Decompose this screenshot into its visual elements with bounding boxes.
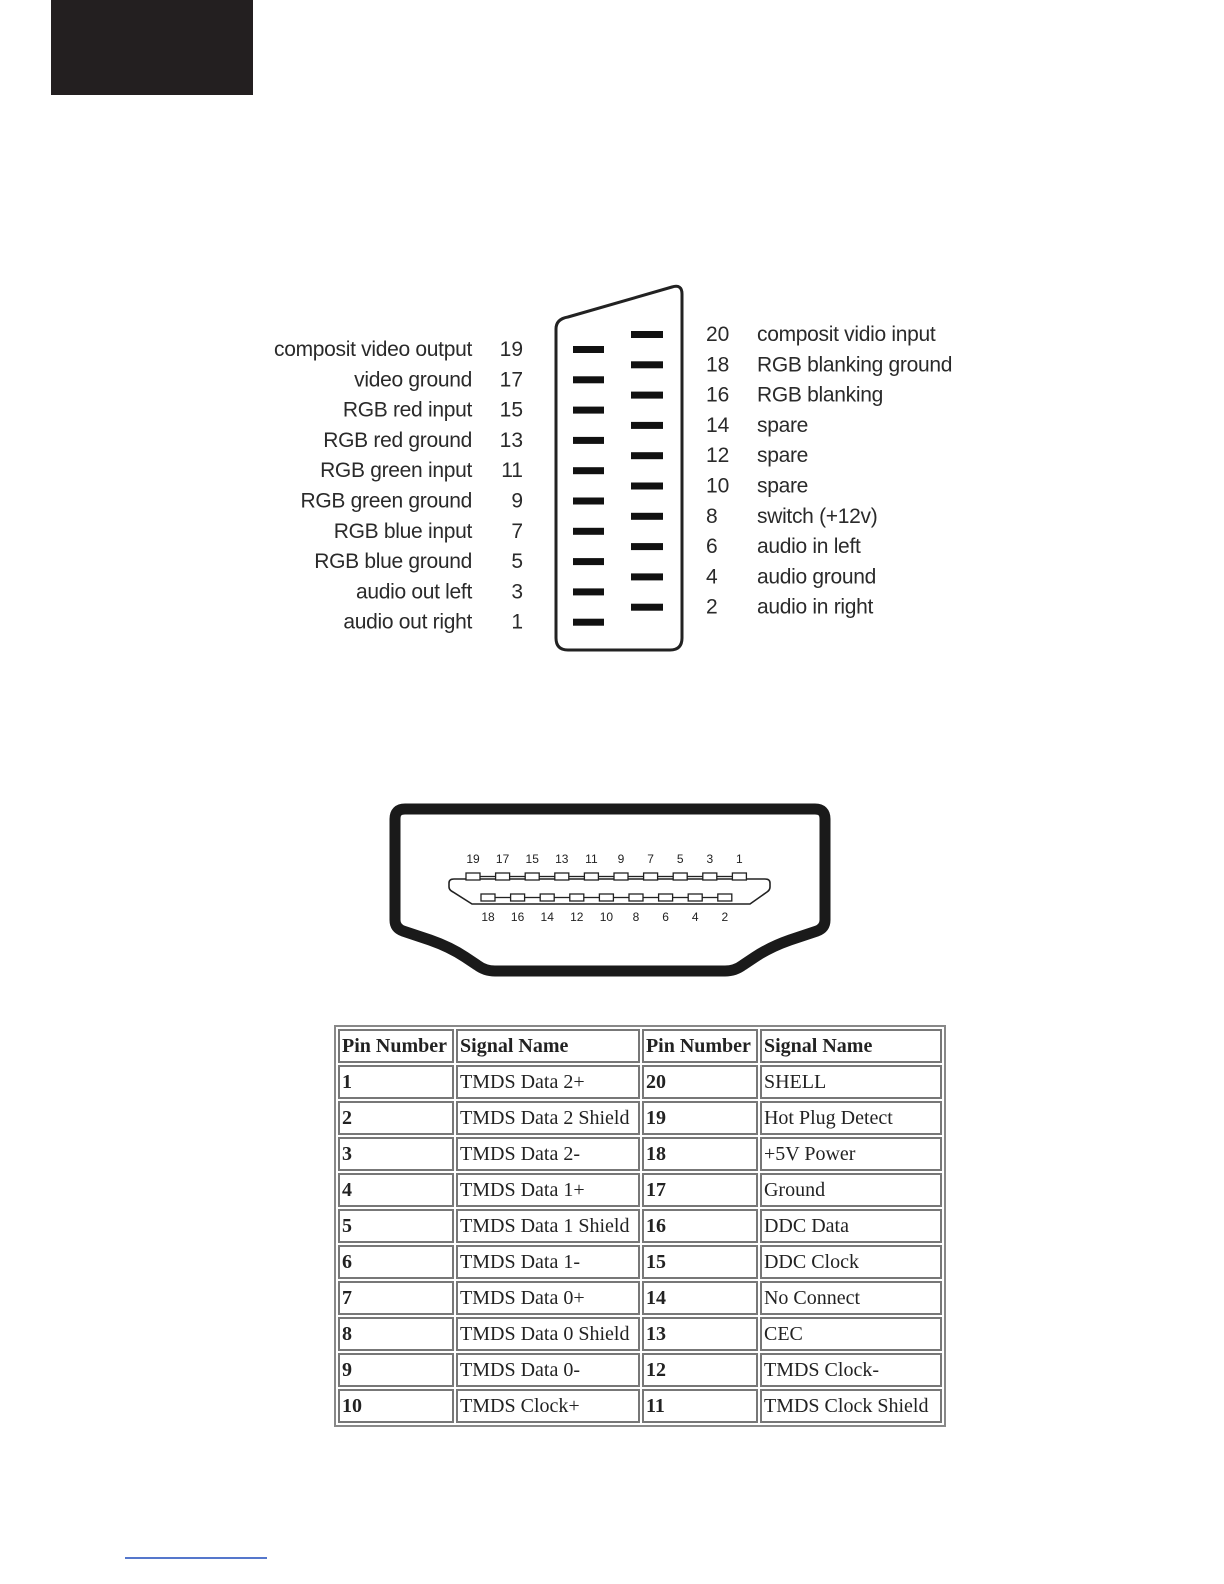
scart-pin-label: spare bbox=[757, 474, 809, 498]
hdmi-pin-contact bbox=[614, 873, 628, 880]
table-row bbox=[338, 1065, 942, 1099]
pin-number-cell: 4 bbox=[338, 1173, 454, 1207]
corner-block bbox=[51, 0, 253, 95]
table-row bbox=[338, 1173, 942, 1207]
signal-name-cell: TMDS Clock- bbox=[760, 1353, 942, 1387]
hdmi-pin-contact bbox=[703, 873, 717, 880]
scart-pin-label: composit vidio input bbox=[757, 323, 936, 346]
hdmi-pin-number: 17 bbox=[495, 852, 510, 866]
hdmi-pin-number: 5 bbox=[676, 852, 684, 866]
pin-number-cell: 11 bbox=[642, 1389, 758, 1423]
signal-name-cell: TMDS Data 1+ bbox=[456, 1173, 640, 1207]
scart-pin-label: RGB red input bbox=[342, 398, 472, 422]
signal-name-cell: TMDS Data 0 Shield bbox=[456, 1317, 640, 1351]
hdmi-pin-number: 4 bbox=[691, 910, 699, 924]
pin-number-cell: 15 bbox=[642, 1245, 758, 1279]
hdmi-pin-number: 1 bbox=[736, 852, 743, 866]
signal-name-cell: TMDS Data 1 Shield bbox=[456, 1209, 640, 1243]
hdmi-connector-outline bbox=[395, 809, 825, 971]
scart-pin-contact bbox=[631, 361, 663, 368]
signal-name-cell: TMDS Clock Shield bbox=[760, 1389, 942, 1423]
scart-pin-number: 16 bbox=[706, 383, 730, 407]
hdmi-pin-contact bbox=[659, 894, 673, 901]
scart-pin-label: composit video output bbox=[274, 338, 472, 361]
signal-name-cell: TMDS Clock+ bbox=[456, 1389, 640, 1423]
signal-name-cell: Ground bbox=[760, 1173, 942, 1207]
scart-pin-number: 11 bbox=[501, 459, 523, 483]
hdmi-pin-contact bbox=[718, 894, 732, 901]
pin-number-cell: 5 bbox=[338, 1209, 454, 1243]
scart-pin-contact bbox=[573, 528, 604, 535]
hdmi-pin-number: 15 bbox=[525, 852, 539, 866]
hdmi-top-pins bbox=[466, 852, 746, 880]
scart-pin-number: 20 bbox=[706, 323, 730, 346]
pin-number-cell: 8 bbox=[338, 1317, 454, 1351]
pin-number-cell: 16 bbox=[642, 1209, 758, 1243]
scart-pin-number: 1 bbox=[511, 610, 523, 634]
scart-pin-contact bbox=[573, 407, 604, 414]
scart-pin-number: 9 bbox=[511, 489, 523, 513]
signal-name-cell: TMDS Data 1- bbox=[456, 1245, 640, 1279]
scart-pin-label: RGB blue input bbox=[333, 519, 472, 543]
signal-name-cell: +5V Power bbox=[760, 1137, 942, 1171]
scart-pin-label: RGB red ground bbox=[323, 428, 472, 452]
scart-pin-number: 17 bbox=[499, 368, 523, 392]
hdmi-pin-number: 2 bbox=[721, 910, 729, 924]
scart-pin-label: RGB blue ground bbox=[314, 550, 472, 574]
scart-pin-label: spare bbox=[757, 413, 809, 437]
table-row bbox=[338, 1209, 942, 1243]
scart-pin-number: 3 bbox=[511, 580, 523, 604]
scart-pin-label: audio in right bbox=[757, 595, 874, 619]
hdmi-pin-contact bbox=[599, 894, 613, 901]
hdmi-pin-contact bbox=[673, 873, 687, 880]
table-body bbox=[338, 1065, 942, 1423]
hdmi-pin-contact bbox=[466, 873, 480, 880]
hdmi-connector-diagram bbox=[370, 795, 850, 985]
scart-pin-contact bbox=[573, 467, 604, 474]
scart-pin-contact bbox=[573, 619, 604, 626]
footer-link-underline bbox=[125, 1557, 267, 1559]
scart-pin-contact bbox=[631, 513, 663, 520]
scart-pin-contact bbox=[631, 483, 663, 490]
scart-pin-contact bbox=[573, 588, 604, 595]
pin-number-cell: 13 bbox=[642, 1317, 758, 1351]
hdmi-pin-contact bbox=[732, 873, 746, 880]
hdmi-pin-number: 3 bbox=[706, 852, 714, 866]
pin-number-cell: 7 bbox=[338, 1281, 454, 1315]
hdmi-bottom-pins bbox=[481, 894, 732, 924]
table-row bbox=[338, 1353, 942, 1387]
hdmi-pin-number: 19 bbox=[466, 852, 480, 866]
scart-pin-number: 2 bbox=[706, 595, 718, 619]
hdmi-pin-contact bbox=[584, 873, 598, 880]
table-header-row bbox=[338, 1029, 942, 1063]
hdmi-pin-number: 7 bbox=[647, 852, 654, 866]
hdmi-pin-contact bbox=[481, 894, 495, 901]
header-signal-name-2: Signal Name bbox=[760, 1029, 942, 1063]
scart-pin-contact bbox=[631, 573, 663, 580]
scart-pin-contact bbox=[631, 452, 663, 459]
scart-pin-number: 5 bbox=[511, 550, 523, 574]
scart-pin-number: 12 bbox=[706, 444, 730, 468]
hdmi-pin-number: 8 bbox=[632, 910, 640, 924]
scart-pin-contact bbox=[631, 543, 663, 550]
scart-pin-number: 6 bbox=[706, 535, 718, 559]
signal-name-cell: TMDS Data 2+ bbox=[456, 1065, 640, 1099]
scart-pin-contact bbox=[573, 498, 604, 505]
hdmi-pin-contact bbox=[511, 894, 525, 901]
hdmi-pin-contact bbox=[629, 894, 643, 901]
scart-pin-number: 10 bbox=[706, 474, 730, 498]
header-pin-number-2: Pin Number bbox=[642, 1029, 758, 1063]
scart-pin-label: video ground bbox=[354, 368, 472, 392]
signal-name-cell: TMDS Data 0+ bbox=[456, 1281, 640, 1315]
hdmi-pin-number: 10 bbox=[599, 910, 614, 924]
pin-number-cell: 6 bbox=[338, 1245, 454, 1279]
signal-name-cell: No Connect bbox=[760, 1281, 942, 1315]
signal-name-cell: CEC bbox=[760, 1317, 942, 1351]
scart-pin-number: 13 bbox=[499, 428, 523, 452]
table-row bbox=[338, 1137, 942, 1171]
scart-pin-number: 7 bbox=[511, 519, 523, 543]
signal-name-cell: DDC Clock bbox=[760, 1245, 942, 1279]
scart-pinout-diagram bbox=[0, 270, 1224, 670]
scart-pin-contact bbox=[631, 392, 663, 399]
hdmi-pin-contact bbox=[570, 894, 584, 901]
hdmi-pin-number: 18 bbox=[481, 910, 495, 924]
table-row bbox=[338, 1245, 942, 1279]
scart-pin-label: audio ground bbox=[757, 565, 877, 589]
pin-number-cell: 20 bbox=[642, 1065, 758, 1099]
hdmi-pin-table bbox=[334, 1025, 946, 1427]
pin-number-cell: 12 bbox=[642, 1353, 758, 1387]
hdmi-pin-number: 12 bbox=[570, 910, 584, 924]
scart-pin-number: 18 bbox=[706, 353, 730, 377]
hdmi-pin-number: 16 bbox=[510, 910, 525, 924]
scart-pin-contact bbox=[573, 437, 604, 444]
scart-pin-label: audio out right bbox=[343, 610, 472, 634]
scart-pin-contact bbox=[573, 346, 604, 353]
pin-number-cell: 9 bbox=[338, 1353, 454, 1387]
hdmi-pin-number: 9 bbox=[617, 852, 625, 866]
scart-pin-number: 19 bbox=[499, 338, 523, 361]
hdmi-pin-number: 14 bbox=[540, 910, 554, 924]
pin-number-cell: 2 bbox=[338, 1101, 454, 1135]
table-row bbox=[338, 1317, 942, 1351]
header-signal-name: Signal Name bbox=[456, 1029, 640, 1063]
scart-pin-contact bbox=[631, 604, 663, 611]
table-row bbox=[338, 1101, 942, 1135]
hdmi-pin-contact bbox=[644, 873, 658, 880]
pin-number-cell: 19 bbox=[642, 1101, 758, 1135]
table-row bbox=[338, 1389, 942, 1423]
pin-number-cell: 1 bbox=[338, 1065, 454, 1099]
signal-name-cell: TMDS Data 0- bbox=[456, 1353, 640, 1387]
hdmi-pin-contact bbox=[688, 894, 702, 901]
hdmi-pin-contact bbox=[525, 873, 539, 880]
scart-pin-number: 14 bbox=[706, 413, 730, 437]
scart-pin-label: RGB blanking bbox=[757, 383, 883, 407]
signal-name-cell: Hot Plug Detect bbox=[760, 1101, 942, 1135]
hdmi-pin-contact bbox=[540, 894, 554, 901]
hdmi-pin-number: 13 bbox=[555, 852, 569, 866]
scart-pin-label: RGB green input bbox=[320, 459, 472, 483]
pin-number-cell: 10 bbox=[338, 1389, 454, 1423]
hdmi-pin-contact bbox=[496, 873, 510, 880]
scart-pin-label: RGB green ground bbox=[300, 489, 472, 513]
pin-number-cell: 18 bbox=[642, 1137, 758, 1171]
scart-pin-label: audio out left bbox=[355, 580, 472, 604]
signal-name-cell: DDC Data bbox=[760, 1209, 942, 1243]
hdmi-pin-number: 11 bbox=[585, 852, 598, 866]
signal-name-cell: TMDS Data 2- bbox=[456, 1137, 640, 1171]
signal-name-cell: SHELL bbox=[760, 1065, 942, 1099]
hdmi-pin-number: 6 bbox=[662, 910, 669, 924]
scart-pin-label: switch (+12v) bbox=[757, 504, 878, 528]
scart-pin-contact bbox=[631, 422, 663, 429]
scart-pin-label: RGB blanking ground bbox=[757, 353, 953, 377]
signal-name-cell: TMDS Data 2 Shield bbox=[456, 1101, 640, 1135]
scart-pin-contact bbox=[573, 558, 604, 565]
scart-pin-number: 8 bbox=[706, 504, 718, 528]
pin-number-cell: 3 bbox=[338, 1137, 454, 1171]
pin-number-cell: 17 bbox=[642, 1173, 758, 1207]
table-row bbox=[338, 1281, 942, 1315]
scart-pin-number: 4 bbox=[706, 565, 718, 589]
scart-pin-label: audio in left bbox=[757, 535, 861, 559]
pin-number-cell: 14 bbox=[642, 1281, 758, 1315]
hdmi-pin-contact bbox=[555, 873, 569, 880]
scart-pin-label: spare bbox=[757, 444, 809, 468]
scart-right-pins bbox=[631, 323, 952, 619]
scart-pin-number: 15 bbox=[499, 398, 523, 422]
scart-pin-contact bbox=[631, 331, 663, 338]
scart-pin-contact bbox=[573, 376, 604, 383]
header-pin-number: Pin Number bbox=[338, 1029, 454, 1063]
